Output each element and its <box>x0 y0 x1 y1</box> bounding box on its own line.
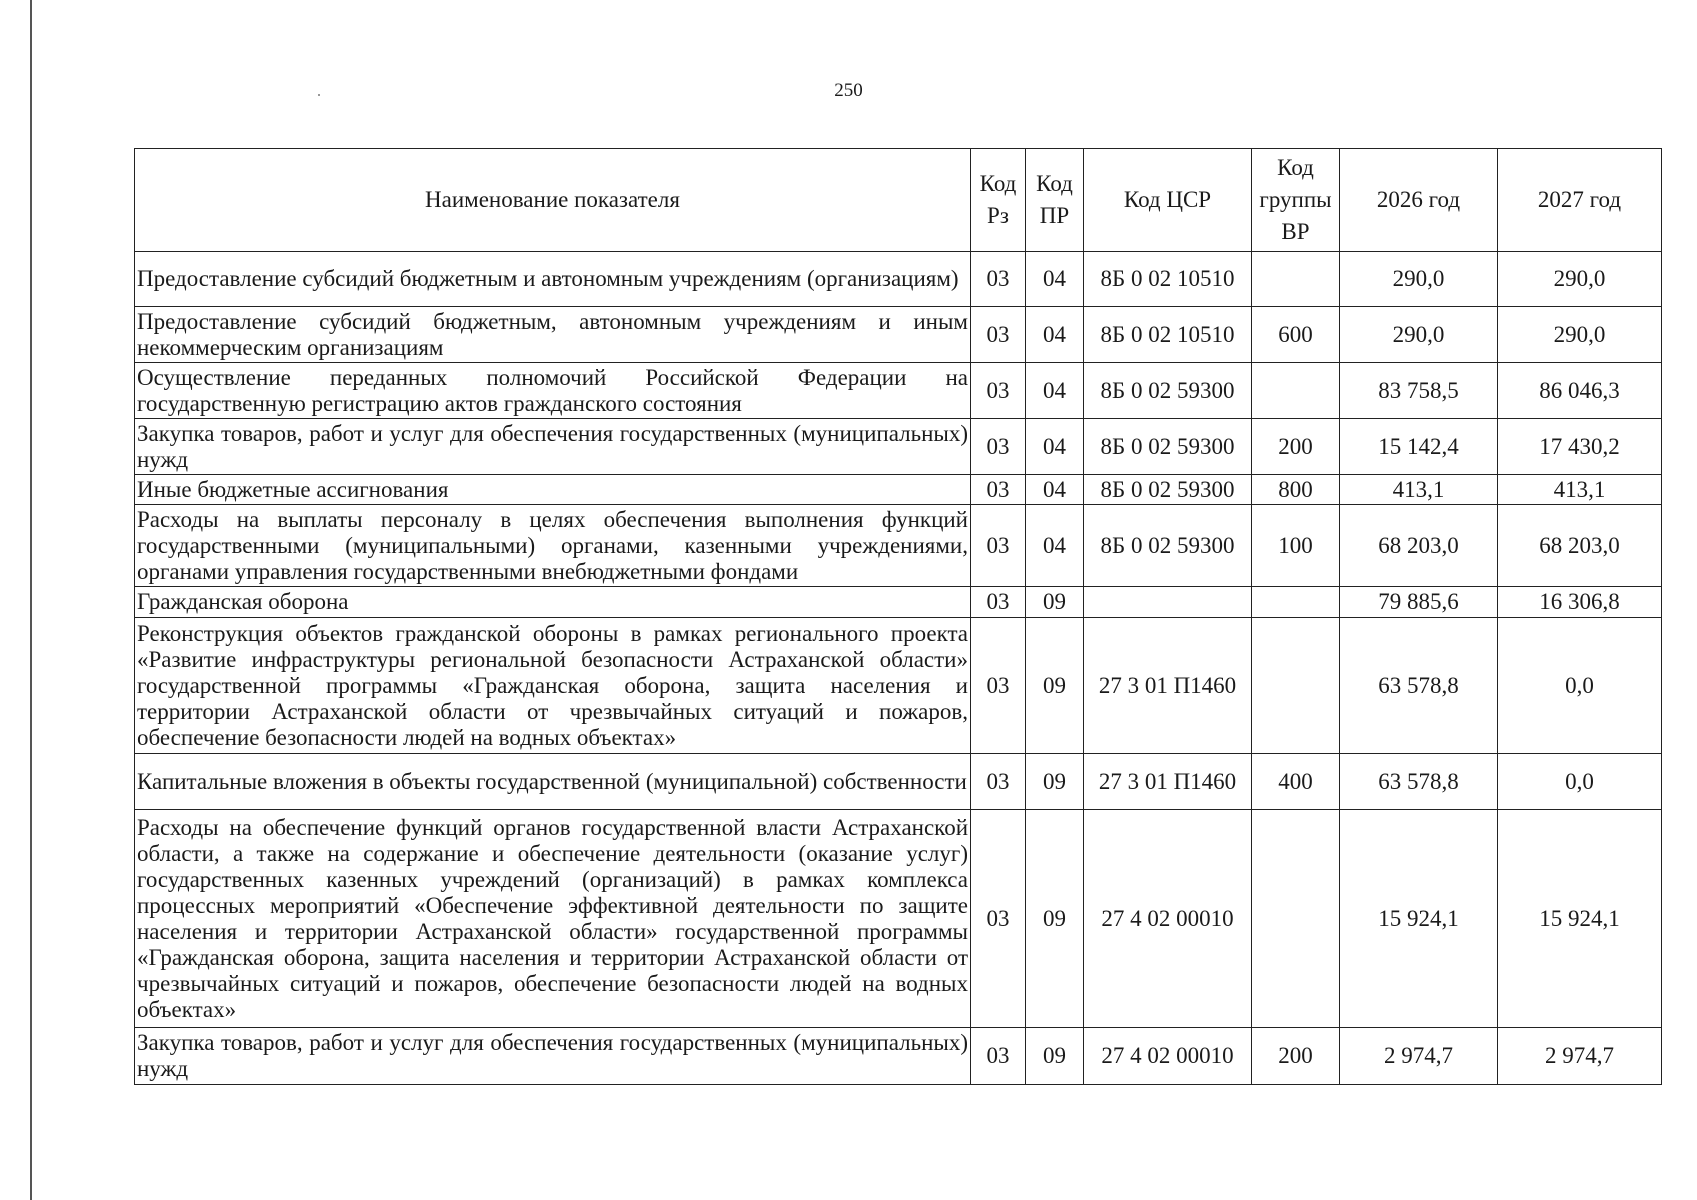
row-csr: 27 3 01 П1460 <box>1084 754 1252 810</box>
row-rz: 03 <box>971 505 1026 587</box>
row-name: Расходы на обеспечение функций органов государственной власти Астраханской области, а также на содержание и обеспечение деятельности (оказание услуг) государственных казенных учреждений (организаций) в рамках комплекса процессных мероприятий «Обеспечение эффективной деятельности по защите населения и территории Астраханской области» государственной программы «Гражданская оборона, защита населения и территории Астраханской области от чрезвычайных ситуаций и пожаров, обеспечение безопасности людей на водных объектах» <box>135 810 971 1028</box>
row-pr: 04 <box>1026 307 1084 363</box>
row-2027: 0,0 <box>1498 618 1662 754</box>
row-rz: 03 <box>971 363 1026 419</box>
header-2027: 2027 год <box>1498 149 1662 252</box>
table-row <box>135 1028 1662 1085</box>
header-name: Наименование показателя <box>135 149 971 252</box>
row-vr: 200 <box>1252 1028 1340 1085</box>
row-2027: 2 974,7 <box>1498 1028 1662 1085</box>
table-row <box>135 618 1662 754</box>
row-csr: 8Б 0 02 10510 <box>1084 307 1252 363</box>
row-2026: 290,0 <box>1340 307 1498 363</box>
table-row <box>135 307 1662 363</box>
row-pr: 09 <box>1026 754 1084 810</box>
row-2026: 63 578,8 <box>1340 618 1498 754</box>
row-2026: 15 924,1 <box>1340 810 1498 1028</box>
table-row <box>135 505 1662 587</box>
row-2027: 15 924,1 <box>1498 810 1662 1028</box>
row-csr: 27 4 02 00010 <box>1084 810 1252 1028</box>
row-csr: 8Б 0 02 59300 <box>1084 475 1252 505</box>
row-2026: 290,0 <box>1340 252 1498 307</box>
row-2027: 413,1 <box>1498 475 1662 505</box>
row-pr: 09 <box>1026 810 1084 1028</box>
row-name: Гражданская оборона <box>135 587 971 618</box>
row-vr: 200 <box>1252 419 1340 475</box>
row-vr: 800 <box>1252 475 1340 505</box>
row-csr: 8Б 0 02 59300 <box>1084 505 1252 587</box>
table-row <box>135 810 1662 1028</box>
row-csr: 8Б 0 02 10510 <box>1084 252 1252 307</box>
row-2027: 290,0 <box>1498 252 1662 307</box>
row-pr: 04 <box>1026 505 1084 587</box>
table-row <box>135 754 1662 810</box>
row-pr: 04 <box>1026 252 1084 307</box>
row-rz: 03 <box>971 587 1026 618</box>
row-2026: 413,1 <box>1340 475 1498 505</box>
row-vr <box>1252 587 1340 618</box>
row-pr: 04 <box>1026 419 1084 475</box>
row-name: Капитальные вложения в объекты государственной (муниципальной) собственности <box>135 754 971 810</box>
table-row <box>135 587 1662 618</box>
header-csr: Код ЦСР <box>1084 149 1252 252</box>
row-2026: 83 758,5 <box>1340 363 1498 419</box>
row-csr: 8Б 0 02 59300 <box>1084 363 1252 419</box>
table-header-row <box>135 149 1662 252</box>
budget-table <box>134 148 1662 1085</box>
table-row <box>135 475 1662 505</box>
row-pr: 04 <box>1026 363 1084 419</box>
row-name: Закупка товаров, работ и услуг для обеспечения государственных (муниципальных) нужд <box>135 1028 971 1085</box>
header-rz: Код Рз <box>971 149 1026 252</box>
page-left-edge <box>30 0 32 1200</box>
row-name: Предоставление субсидий бюджетным, автономным учреждениям и иным некоммерческим организациям <box>135 307 971 363</box>
row-2027: 86 046,3 <box>1498 363 1662 419</box>
header-2026: 2026 год <box>1340 149 1498 252</box>
row-csr <box>1084 587 1252 618</box>
row-vr: 100 <box>1252 505 1340 587</box>
row-rz: 03 <box>971 419 1026 475</box>
row-name: Предоставление субсидий бюджетным и автономным учреждениям (организациям) <box>135 252 971 307</box>
row-rz: 03 <box>971 754 1026 810</box>
row-pr: 09 <box>1026 618 1084 754</box>
row-name: Закупка товаров, работ и услуг для обеспечения государственных (муниципальных) нужд <box>135 419 971 475</box>
table-row <box>135 252 1662 307</box>
row-rz: 03 <box>971 1028 1026 1085</box>
row-vr <box>1252 618 1340 754</box>
row-vr: 400 <box>1252 754 1340 810</box>
row-rz: 03 <box>971 307 1026 363</box>
table-row <box>135 363 1662 419</box>
row-2027: 68 203,0 <box>1498 505 1662 587</box>
row-pr: 09 <box>1026 1028 1084 1085</box>
header-pr: Код ПР <box>1026 149 1084 252</box>
row-rz: 03 <box>971 252 1026 307</box>
row-2026: 63 578,8 <box>1340 754 1498 810</box>
row-2027: 0,0 <box>1498 754 1662 810</box>
row-name: Иные бюджетные ассигнования <box>135 475 971 505</box>
row-2026: 2 974,7 <box>1340 1028 1498 1085</box>
row-vr <box>1252 363 1340 419</box>
row-name: Реконструкция объектов гражданской обороны в рамках регионального проекта «Развитие инфраструктуры региональной безопасности Астраханской области» государственной программы «Гражданская оборона, защита населения и территории Астраханской области от чрезвычайных ситуаций и пожаров, обеспечение безопасности людей на водных объектах» <box>135 618 971 754</box>
row-csr: 27 3 01 П1460 <box>1084 618 1252 754</box>
row-vr: 600 <box>1252 307 1340 363</box>
table-row <box>135 419 1662 475</box>
row-vr <box>1252 810 1340 1028</box>
row-name: Расходы на выплаты персоналу в целях обеспечения выполнения функций государственными (муниципальными) органами, казенными учреждениями, органами управления государственными внебюджетными фондами <box>135 505 971 587</box>
row-name: Осуществление переданных полномочий Российской Федерации на государственную регистрацию актов гражданского состояния <box>135 363 971 419</box>
row-pr: 04 <box>1026 475 1084 505</box>
row-rz: 03 <box>971 810 1026 1028</box>
row-rz: 03 <box>971 475 1026 505</box>
row-2026: 79 885,6 <box>1340 587 1498 618</box>
page-number: 250 <box>834 80 863 101</box>
row-csr: 8Б 0 02 59300 <box>1084 419 1252 475</box>
header-vr: Код группы ВР <box>1252 149 1340 252</box>
row-vr <box>1252 252 1340 307</box>
row-2026: 68 203,0 <box>1340 505 1498 587</box>
row-2027: 16 306,8 <box>1498 587 1662 618</box>
row-rz: 03 <box>971 618 1026 754</box>
row-2027: 290,0 <box>1498 307 1662 363</box>
row-2027: 17 430,2 <box>1498 419 1662 475</box>
row-csr: 27 4 02 00010 <box>1084 1028 1252 1085</box>
row-2026: 15 142,4 <box>1340 419 1498 475</box>
row-pr: 09 <box>1026 587 1084 618</box>
